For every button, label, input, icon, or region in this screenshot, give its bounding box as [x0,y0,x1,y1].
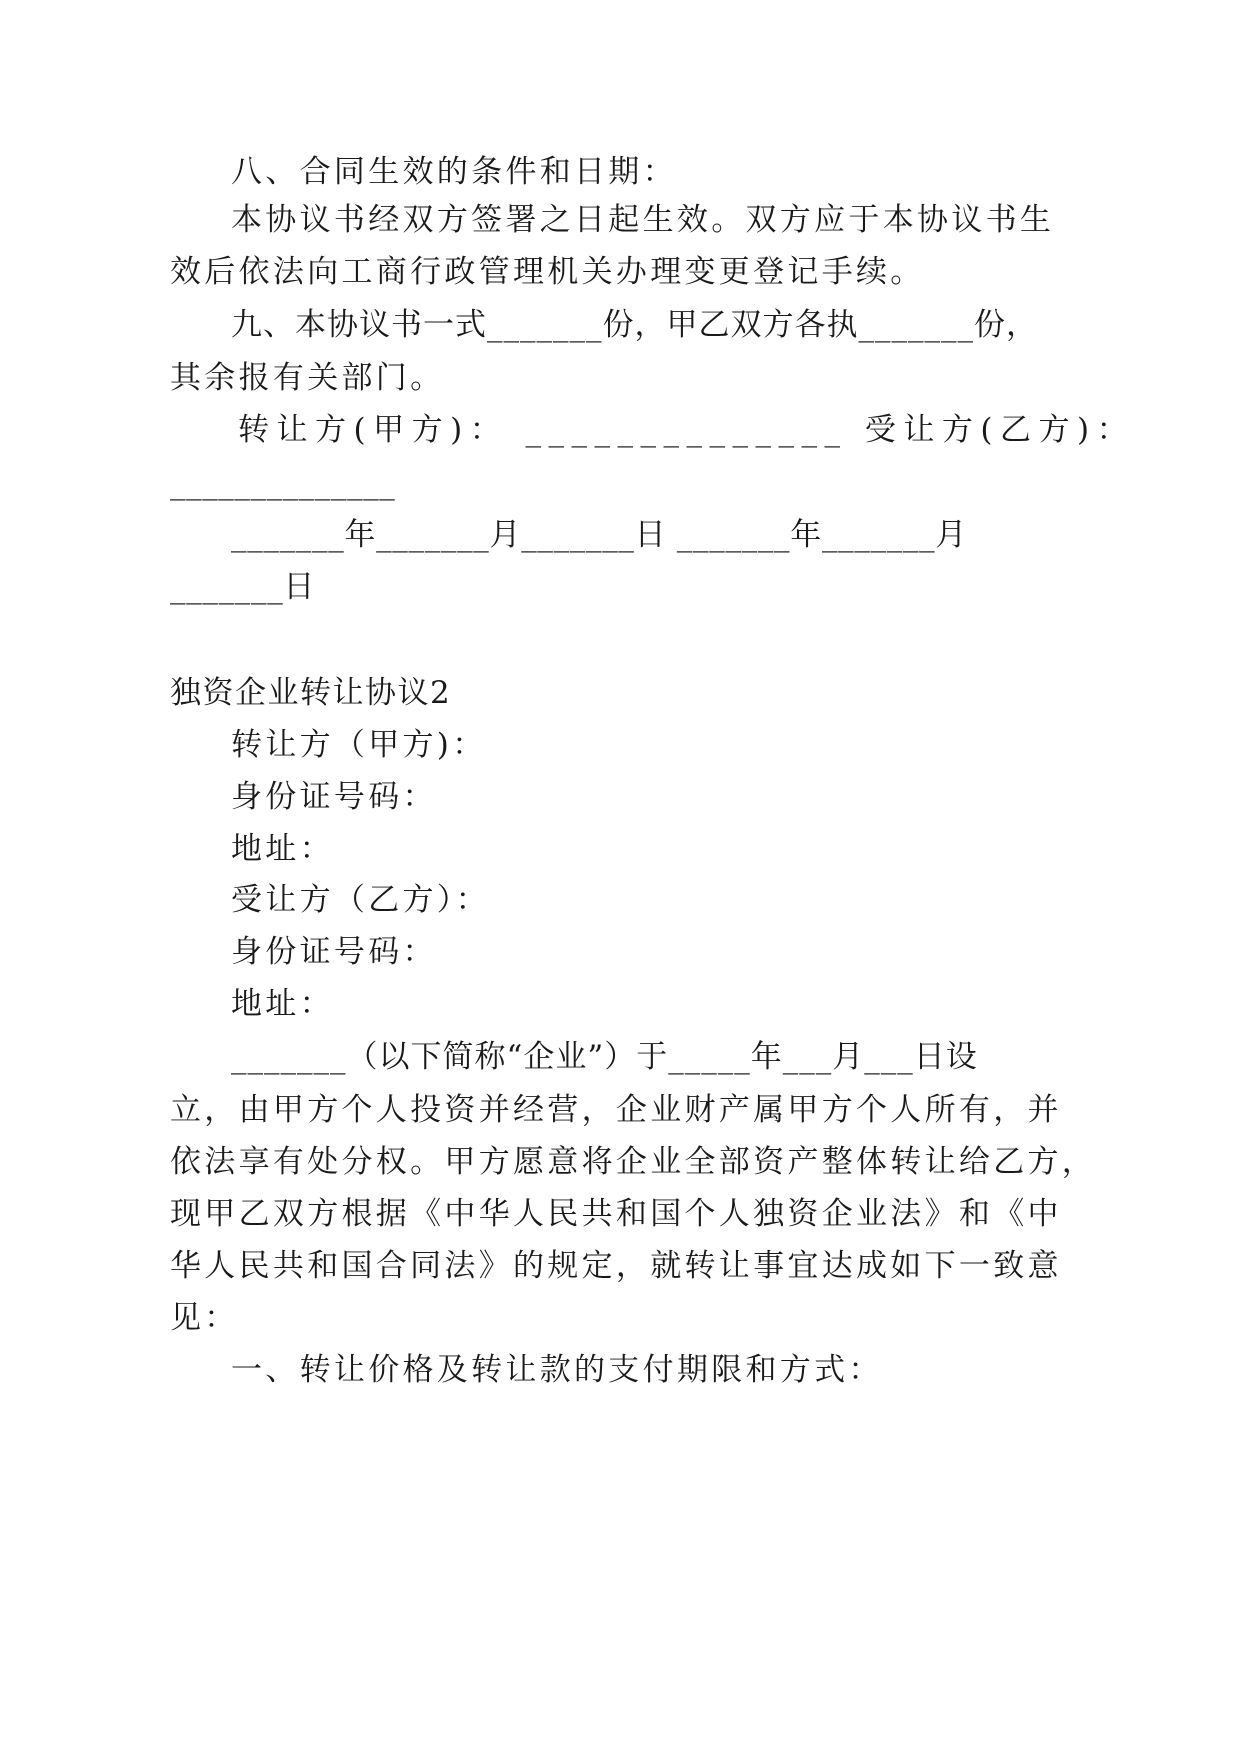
paragraph-line: 效后依法向工商行政管理机关办理变更登记手续。 [170,254,925,290]
paragraph-line: 本协议书经双方签署之日起生效。双方应于本协议书生 [231,202,1055,238]
paragraph-line: 见： [170,1300,239,1336]
clause-9-heading: 九、本协议书一式_______份，甲乙双方各执_______份， [231,307,1038,343]
paragraph-line: 依法享有处分权。甲方愿意将企业全部资产整体转让给乙方， [170,1144,1097,1180]
party-b-id-label: 身份证号码： [231,934,437,970]
section-title: 独资企业转让协议2 [170,675,452,711]
clause-8-heading: 八、合同生效的条件和日期： [231,154,677,190]
paragraph-line: _______（以下简称“企业”）于_____年___月___日设 [231,1039,978,1075]
paragraph-line: 其余报有关部门。 [170,360,445,396]
signature-blank: ______________ [170,465,396,501]
party-a-label: 转让方（甲方)： [231,727,487,763]
paragraph-line: 华人民共和国合同法》的规定，就转让事宜达成如下一致意 [170,1248,1062,1284]
party-a-address-label: 地址： [231,831,334,867]
party-b-address-label: 地址： [231,986,334,1022]
party-a-id-label: 身份证号码： [231,779,437,815]
paragraph-line: 立，由甲方个人投资并经营，企业财产属甲方个人所有，并 [170,1092,1062,1128]
paragraph-line: 现甲乙双方根据《中华人民共和国个人独资企业法》和《中 [170,1196,1062,1232]
signature-date-line: _______日 [170,569,316,605]
signature-date-line: _______年_______月_______日 _______年_______月 [231,517,968,553]
party-b-label: 受让方（乙方）： [231,882,490,918]
clause-1-heading: 一、转让价格及转让款的支付期限和方式： [231,1352,883,1388]
signature-parties-line: 转让方(甲方)： ______________ 受让方(乙方)： [238,412,1136,448]
